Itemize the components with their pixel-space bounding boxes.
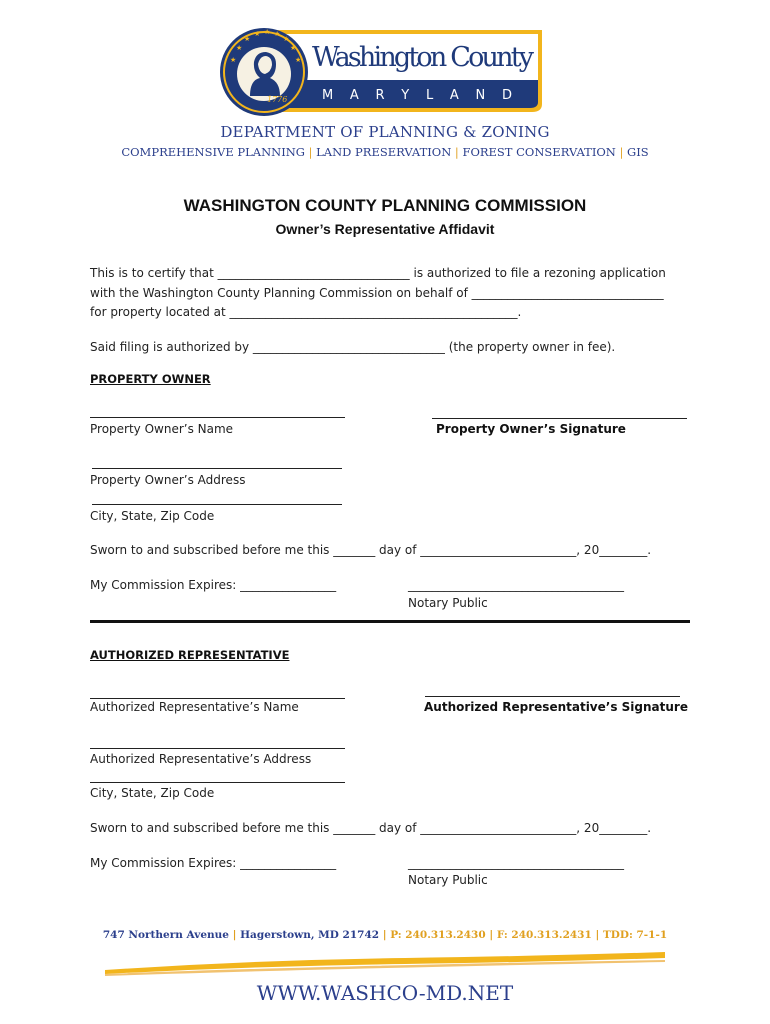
seal-year: 1776 [267, 95, 288, 104]
logo-state-name: M A R Y L A N D [322, 88, 512, 103]
owner-address-line[interactable] [92, 468, 342, 469]
footer-fax: F: 240.313.2431 [496, 929, 592, 941]
rep-sworn-line: Sworn to and subscribed before me this _______ day of __________________________, 20________. [90, 821, 652, 835]
footer-tdd: TDD: 7-1-1 [602, 929, 668, 941]
svg-text:★: ★ [274, 30, 281, 38]
footer-phone: P: 240.313.2430 [390, 929, 486, 941]
section-divider [90, 620, 690, 623]
owner-city-line[interactable] [92, 504, 342, 505]
authorization-line: Said filing is authorized by ________________________________ (the property owner in fee). [90, 340, 616, 354]
owner-name-line[interactable] [90, 417, 345, 418]
svg-text:★: ★ [254, 30, 261, 38]
website-link[interactable]: WWW.WASHCO-MD.NET [256, 981, 514, 1005]
owner-notary-label: Notary Public [408, 596, 488, 610]
authorized-representative-heading: AUTHORIZED REPRESENTATIVE [90, 648, 290, 662]
rep-commission-expires: My Commission Expires: ________________ [90, 856, 337, 870]
svg-text:★: ★ [295, 56, 302, 64]
owner-commission-expires: My Commission Expires: ________________ [90, 578, 337, 592]
svg-text:★: ★ [264, 28, 271, 36]
rep-signature-line[interactable] [425, 696, 680, 697]
rep-city-label: City, State, Zip Code [90, 786, 215, 800]
form-subtitle: Owner’s Representative Affidavit [275, 221, 495, 237]
division-item: FOREST CONSERVATION [462, 145, 616, 159]
form-title: WASHINGTON COUNTY PLANNING COMMISSION [183, 196, 587, 215]
rep-signature-label: Authorized Representative’s Signature [424, 700, 688, 714]
owner-sworn-line: Sworn to and subscribed before me this _______ day of __________________________, 20________. [90, 543, 652, 557]
division-item: GIS [627, 145, 649, 159]
rep-notary-label: Notary Public [408, 873, 488, 887]
owner-notary-signature-line[interactable]: ____________________________________ [408, 578, 624, 592]
rep-address-line[interactable] [90, 748, 345, 749]
svg-text:★: ★ [290, 44, 297, 52]
rep-city-line[interactable] [90, 782, 345, 783]
svg-text:★: ★ [230, 56, 237, 64]
certify-line-1: This is to certify that ________________________________ is authorized to file a rezoning application [90, 266, 666, 280]
rep-address-label: Authorized Representative’s Address [90, 752, 312, 766]
rep-notary-signature-line[interactable]: ____________________________________ [408, 856, 624, 870]
svg-text:★: ★ [283, 35, 290, 43]
owner-signature-line[interactable] [432, 418, 687, 419]
division-item: LAND PRESERVATION [316, 145, 452, 159]
footer-city: Hagerstown, MD 21742 [240, 929, 380, 941]
logo-county-name: Washington County [312, 42, 534, 73]
rep-name-label: Authorized Representative’s Name [90, 700, 299, 714]
certify-line-2: with the Washington County Planning Commission on behalf of ________________________________ [90, 286, 664, 300]
footer-address: 747 Northern Avenue | Hagerstown, MD 21742 | P: 240.313.2430 | F: 240.313.2431 | TDD: 7-1-1 [102, 929, 668, 941]
owner-city-label: City, State, Zip Code [90, 509, 215, 523]
footer-swoosh [105, 950, 665, 976]
svg-text:★: ★ [244, 35, 251, 43]
owner-name-label: Property Owner’s Name [90, 422, 234, 436]
washington-county-logo [220, 22, 550, 122]
department-divisions: COMPREHENSIVE PLANNING | LAND PRESERVATION | FOREST CONSERVATION | GIS [121, 145, 649, 159]
certify-line-3: for property located at ________________________________________________. [90, 305, 522, 319]
department-title: DEPARTMENT OF PLANNING & ZONING [220, 123, 550, 141]
owner-signature-label: Property Owner’s Signature [436, 422, 626, 436]
owner-address-label: Property Owner’s Address [90, 473, 246, 487]
property-owner-heading: PROPERTY OWNER [90, 372, 211, 386]
rep-name-line[interactable] [90, 698, 345, 699]
footer-street: 747 Northern Avenue [102, 929, 229, 941]
division-item: COMPREHENSIVE PLANNING [121, 145, 305, 159]
svg-text:★: ★ [236, 44, 243, 52]
